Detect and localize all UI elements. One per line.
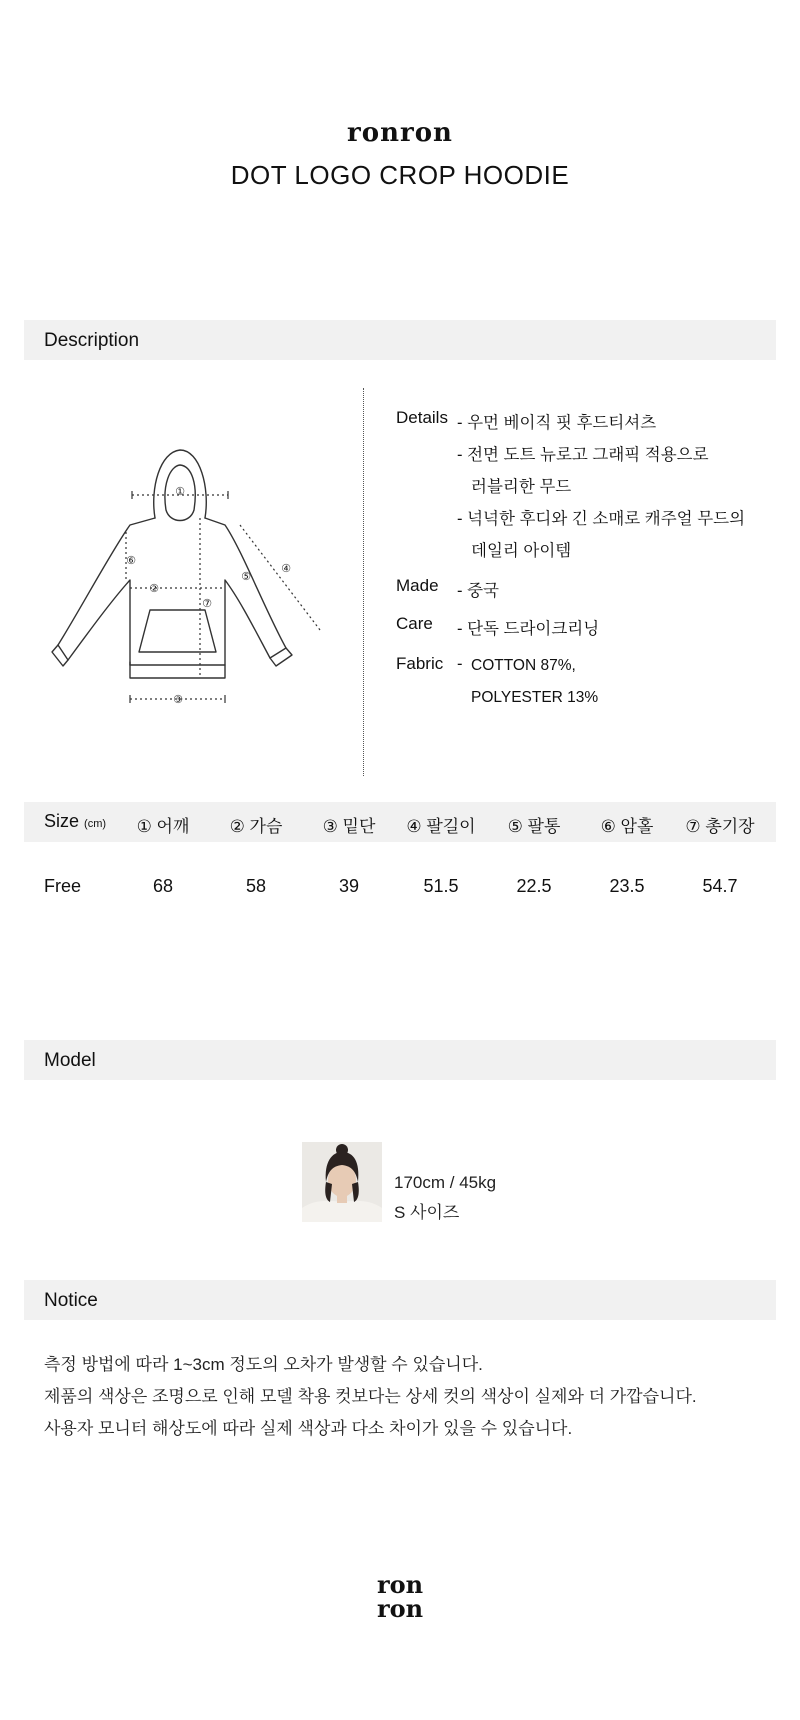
kangaroo-pocket (130, 610, 216, 665)
size-row-label: Free (44, 876, 82, 896)
details-line-4: - 넉넉한 후디와 긴 소매로 캐주얼 무드의 (457, 510, 746, 528)
made-value: - 중국 (457, 582, 499, 600)
size-value-shoulder: 68 (152, 876, 174, 896)
marker-total-length: ⑦ (202, 597, 212, 610)
size-col-total-length: ⑦ 총기장 (685, 817, 755, 836)
model-height-weight: 170cm / 45kg (394, 1173, 497, 1192)
care-value: - 단독 드라이크리닝 (457, 620, 600, 638)
size-value-sleeve-length: 51.5 (423, 876, 459, 896)
care-label: Care (396, 614, 433, 633)
size-value-total-length: 54.7 (702, 876, 738, 896)
hood-outline (154, 450, 207, 518)
fabric-line-2: POLYESTER 13% (471, 689, 599, 706)
model-header (24, 1040, 776, 1080)
size-col-shoulder: ① 어깨 (136, 817, 190, 836)
hem-band (130, 665, 225, 678)
notice-line-3: 사용자 모니터 해상도에 따라 실제 색상과 다소 차이가 있을 수 있습니다. (44, 1419, 573, 1438)
notice-header (24, 1280, 776, 1320)
details-line-1: - 우먼 베이직 핏 후드티셔츠 (457, 414, 657, 432)
size-value-armhole: 23.5 (609, 876, 645, 896)
brand-logo-bottom-line-2: ron (376, 1594, 424, 1623)
model-photo (302, 1142, 382, 1222)
size-label: Size (44, 811, 80, 831)
details-line-5: 데일리 아이템 (471, 542, 572, 560)
model-size: S 사이즈 (394, 1203, 460, 1222)
description-title: Description (44, 330, 140, 351)
size-col-armhole: ⑥ 암홀 (600, 817, 654, 836)
made-label: Made (396, 576, 439, 595)
marker-sleeve-width: ⑤ (241, 570, 251, 583)
notice-line-2: 제품의 색상은 조명으로 인해 모델 착용 컷보다는 상세 컷의 색상이 실제와 더 가깝습니다. (44, 1387, 697, 1406)
marker-chest: ② (149, 582, 159, 595)
notice-line-1: 측정 방법에 따라 1~3cm 정도의 오차가 발생할 수 있습니다. (44, 1355, 483, 1374)
size-value-sleeve-width: 22.5 (516, 876, 552, 896)
size-col-sleeve-length: ④ 팔길이 (406, 817, 476, 836)
marker-hem: ③ (173, 693, 183, 706)
description-divider (363, 388, 364, 776)
brand-logo-bottom-line-1: ron (376, 1570, 424, 1599)
size-value-chest: 58 (245, 876, 267, 896)
size-header-label (44, 811, 106, 832)
details-label: Details (396, 408, 448, 427)
details-line-3: 러블리한 무드 (471, 478, 572, 496)
brand-logo-top: ronron (347, 118, 453, 148)
size-col-hem: ③ 밑단 (322, 817, 376, 836)
description-header (24, 320, 776, 360)
size-value-hem: 39 (338, 876, 360, 896)
details-line-2: - 전면 도트 뉴로고 그래픽 적용으로 (457, 446, 709, 464)
fabric-dash: - (457, 655, 463, 673)
size-col-chest: ② 가슴 (229, 817, 283, 836)
product-title: DOT LOGO CROP HOODIE (230, 160, 570, 190)
model-title: Model (44, 1050, 96, 1071)
marker-shoulder: ① (175, 485, 185, 498)
marker-sleeve-length: ④ (281, 562, 291, 575)
notice-title: Notice (44, 1290, 98, 1311)
size-col-sleeve-width: ⑤ 팔통 (507, 817, 561, 836)
body-outline (58, 518, 286, 665)
fabric-label: Fabric (396, 654, 444, 673)
hoodie-measurement-diagram (50, 440, 340, 720)
marker-armhole: ⑥ (126, 554, 136, 567)
brand-logo-bottom (0, 1570, 800, 1623)
size-unit: (cm) (84, 818, 107, 830)
fabric-line-1: COTTON 87%, (471, 657, 576, 674)
